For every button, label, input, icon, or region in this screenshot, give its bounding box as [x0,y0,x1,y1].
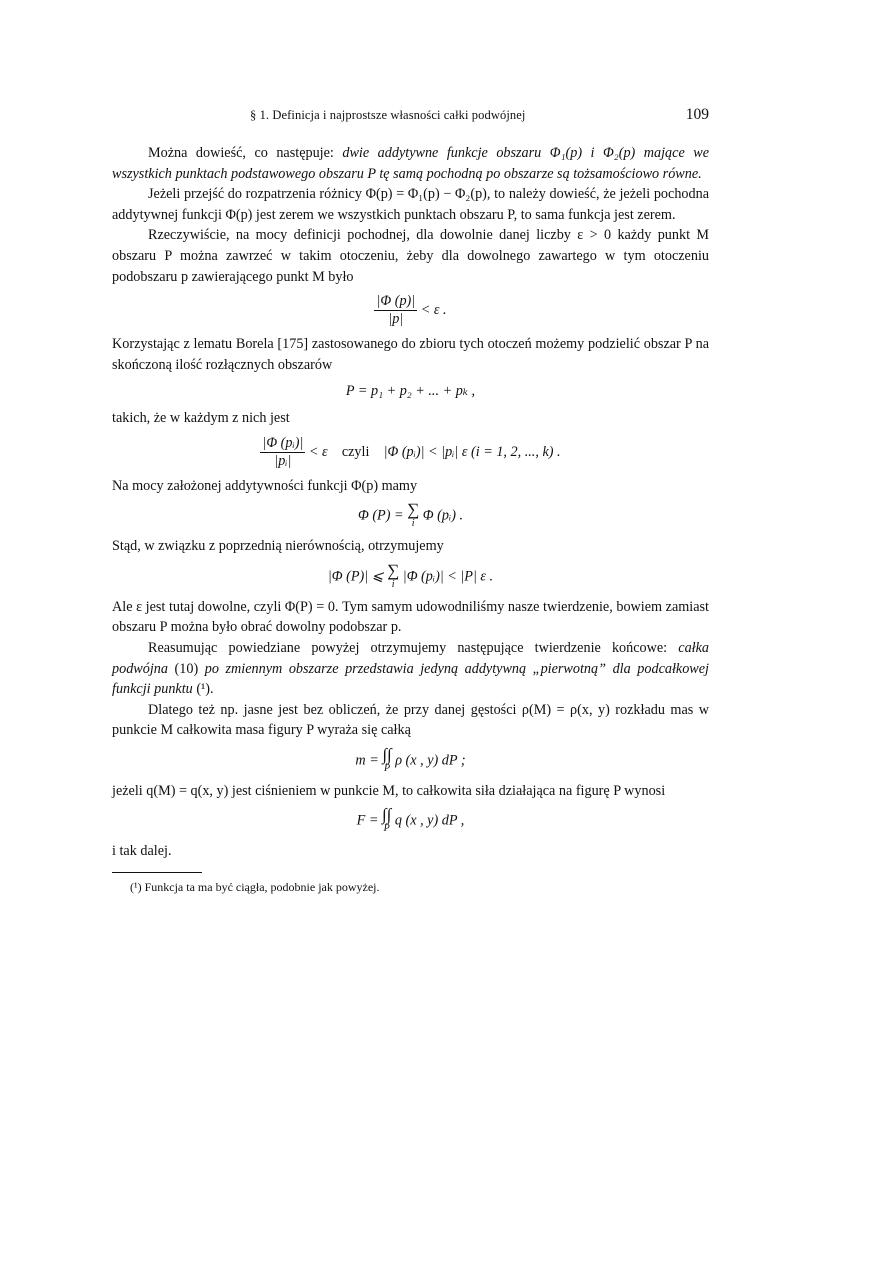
equation-mass-integral [112,744,709,775]
footnote-mark: (¹) [130,880,142,895]
sum-index: i [411,518,415,530]
equation-ratio-bound [112,293,709,328]
fraction-denominator: |pᵢ| [274,452,292,469]
integral-right: q (x , y) dP , [394,812,465,829]
double-integral [382,744,392,775]
running-title: § 1. Definicja i najprostsze własności całki podwójnej [250,108,526,122]
fraction-numerator: |Φ (p)| [376,293,416,310]
fraction-denominator: |p| [388,311,404,328]
paragraph-difference: Jeżeli przejść do rozpatrzenia różnicy Φ(p) = Φ₁(p) − Φ₂(p), to należy dowieść, że jeżeli pochodna addytywnej funkcji Φ(p) jest zerem we wszystkich punktach obszaru P, to sama funkcja jest zerem. [112,186,709,223]
integral-right: ρ (x , y) dP ; [395,752,466,769]
paragraph-definition: Rzeczywiście, na mocy definicji pochodnej, dla dowolnie danej liczby ε > 0 każdy punkt M obszaru P można zawrzeć w takim otoczeniu, żeby dla dowolnego zawartego w tym otoczeniu podobszaru p zawierającego punkt M było [112,227,709,285]
equation-piece-bound [112,435,709,470]
footnote [112,879,709,895]
integral-left: F = [356,812,379,829]
equation-force-integral [112,807,709,835]
paragraph-final-theorem [112,638,709,700]
page-header [112,108,709,128]
relation: < ε [308,443,328,460]
fraction [374,293,417,328]
fraction [260,435,305,470]
connective-word: czyli [341,443,370,460]
sigma-symbol: ∑ [387,560,400,580]
paragraph-pressure-example: jeżeli q(M) = q(x, y) jest ciśnieniem w punkcie M, to całkowita siła działająca na figurę P wynosi [112,782,666,799]
sum-right: Φ (pᵢ) . [422,507,464,524]
final-intro: Reasumując powiedziane powyżej otrzymujemy następujące twierdzenie końcowe: [148,639,679,656]
final-statement: po zmiennym obszarze przedstawia jedyną addytywną „pierwotną” dla podcałkowej funkcji punktu [112,660,709,698]
sigma-symbol: ∑ [407,500,420,520]
equation-ref: (10) [167,660,205,677]
paragraph-conclusion: Ale ε jest tutaj dowolne, czyli Φ(P) = 0. Tym samym udowodniliśmy nasze twierdzenie, bowiem zamiast obszaru P można było obrać dowolny podobszar p. [112,598,709,636]
paragraph-mass-example: Dlatego też np. jasne jest bez obliczeń, że przy danej gęstości ρ(M) = ρ(x, y) rozkładu mas w punkcie M całkowita masa figury P wyraża się całką [112,701,709,739]
integral-symbol: ∫∫ [382,805,392,825]
inequality-left: |Φ (P)| ⩽ [327,567,384,584]
equation-partition: P = p₁ + p₂ + ... + pₖ , [345,383,476,400]
equation-inequality-sum [112,560,709,591]
fraction-numerator: |Φ (pᵢ)| [262,434,304,451]
footnote-rule [112,872,202,873]
paragraph-such-that: takich, że w każdym z nich jest [112,409,290,426]
paragraph-and-so-on: i tak dalej. [112,843,172,860]
inequality-right: |Φ (pᵢ)| < |P| ε . [402,567,494,584]
double-integral [382,807,391,835]
page-body [112,143,709,895]
equivalent-inequality: |Φ (pᵢ)| < |pᵢ| ε (i = 1, 2, ..., k) . [383,443,561,460]
sum-left: Φ (P) = [357,507,404,524]
sum-index: i [391,578,395,590]
paragraph-theorem [112,143,709,184]
relation: < ε . [420,301,447,318]
footnote-ref: (¹). [192,681,214,698]
theorem-intro: Można dowieść, co następuje: [148,145,343,161]
paragraph-additivity: Na mocy założonej addytywności funkcji Φ(p) mamy [112,477,418,494]
theorem-statement: dwie addytywne funkcje obszaru Φ₁(p) i Φ₂(p) mające we wszystkich punktach podstawowego obszaru P tę samą pochodną po obszarze są tożsamościowo równe. [112,145,710,182]
sum-operator [407,502,419,530]
page-number: 109 [685,106,709,123]
paragraph-hence: Stąd, w związku z poprzednią nierównością, otrzymujemy [112,538,444,555]
integral-domain: P [383,823,390,835]
integral-left: m = [355,752,379,769]
footnote-text: Funkcja ta ma być ciągła, podobnie jak powyżej. [144,880,380,895]
final-term: całka podwójna [112,639,709,677]
sum-operator [387,560,400,591]
paragraph-borel: Korzystając z lematu Borela [175] zastosowanego do zbioru tych otoczeń możemy podzielić obszar P na skończoną ilość rozłącznych obszarów [112,336,709,373]
equation-sum [112,502,709,530]
integral-symbol: ∫∫ [382,744,392,764]
integral-domain: P [383,762,391,774]
